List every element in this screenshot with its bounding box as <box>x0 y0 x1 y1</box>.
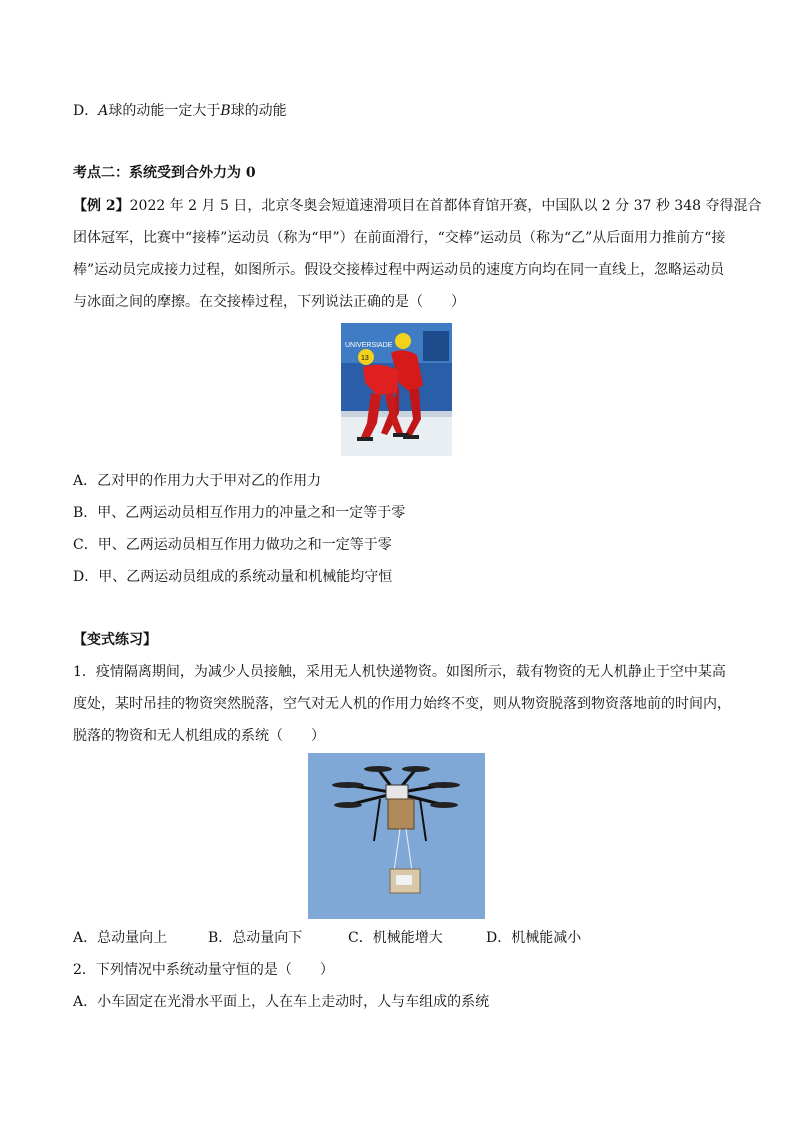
variable-b: B <box>220 103 231 119</box>
drone-photo <box>308 753 485 919</box>
q1-option-d: D．机械能减小 <box>486 930 582 946</box>
q1-line-1: 1．疫情隔离期间，为减少人员接触，采用无人机快递物资。如图所示，载有物资的无人机静止于空中某高 <box>73 664 726 680</box>
q2-stem: 2．下列情况中系统动量守恒的是（ ） <box>73 962 334 978</box>
example2-line-3: 棒”运动员完成接力过程，如图所示。假设交接棒过程中两运动员的速度方向均在同一直线上，忽略运动员 <box>73 262 725 278</box>
q1-option-b: B．总动量向下 <box>208 930 303 946</box>
option-text: 球的动能一定大于 <box>108 103 221 119</box>
example2-line-2: 团体冠军，比赛中“接棒”运动员（称为“甲”）在前面滑行，“交棒”运动员（称为“乙”从后面用力推前方“接 <box>73 230 726 246</box>
option-prefix: D． <box>73 103 99 119</box>
option-text-end: 球的动能 <box>230 103 287 119</box>
q2-option-a: A．小车固定在光滑水平面上，人在车上走动时，人与车组成的系统 <box>73 994 490 1010</box>
bib-number: 13 <box>361 355 369 362</box>
drone-photo-icon <box>308 753 485 919</box>
q1-option-a: A．总动量向上 <box>73 930 168 946</box>
q1-line-3: 脱落的物资和无人机组成的系统（ ） <box>73 728 325 744</box>
q1-option-c: C．机械能增大 <box>348 930 443 946</box>
example-tag: 【例 2】 <box>73 198 130 214</box>
example-text: 2022 年 2 月 5 日，北京冬奥会短道速滑项目在首都体育馆开赛，中国队以 2 分 37 秒 348 夺得混合 <box>129 198 762 214</box>
example2-option-d: D．甲、乙两运动员组成的系统动量和机械能均守恒 <box>73 569 393 585</box>
speed-skating-photo <box>341 323 452 456</box>
q1-line-2: 度处，某时吊挂的物资突然脱落，空气对无人机的作用力始终不变，则从物资脱落到物资落地前的时间内， <box>73 696 731 712</box>
example2-option-a: A．乙对甲的作用力大于甲对乙的作用力 <box>73 473 322 489</box>
example2-option-c: C．甲、乙两运动员相互作用力做功之和一定等于零 <box>73 537 392 553</box>
practice-heading: 【变式练习】 <box>73 632 157 648</box>
example2-line-4: 与冰面之间的摩擦。在交接棒过程，下列说法正确的是（ ） <box>73 294 465 310</box>
speed-skating-photo-icon <box>341 323 452 456</box>
example2-line-1 <box>73 196 761 216</box>
prev-option-d <box>73 101 287 121</box>
variable-a: A <box>98 103 109 119</box>
banner-text: UNIVERSIADE <box>345 342 393 349</box>
example2-option-b: B．甲、乙两运动员相互作用力的冲量之和一定等于零 <box>73 505 406 521</box>
section-heading: 考点二：系统受到合外力为 0 <box>73 165 256 181</box>
